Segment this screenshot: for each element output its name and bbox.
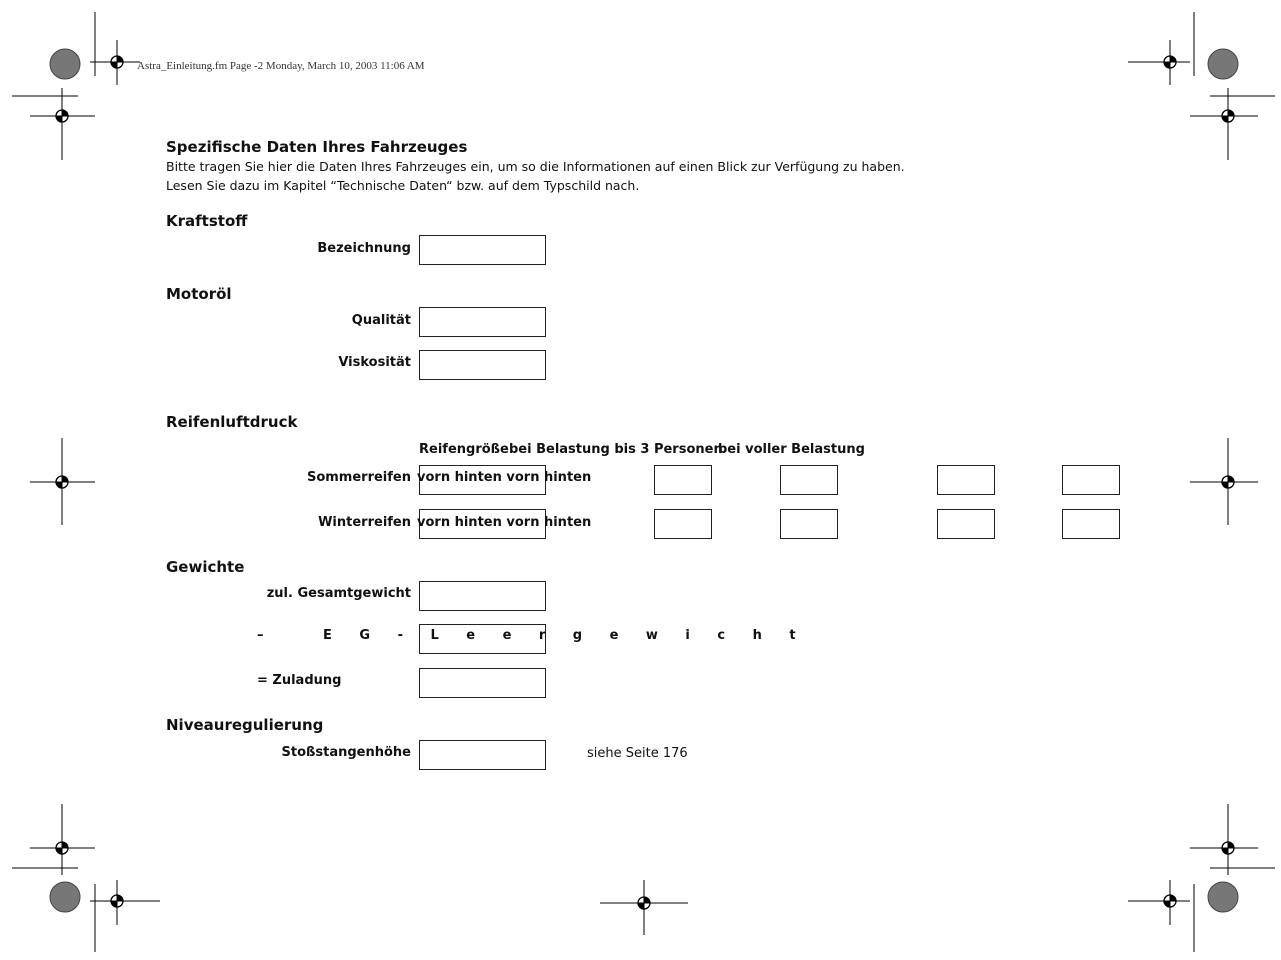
gesamtgewicht-label: zul. Gesamtgewicht: [266, 586, 411, 601]
file-header-line: Astra_Einleitung.fm Page -2 Monday, March 10, 2003 11:06 AM: [137, 60, 425, 72]
sommerreifen-sub-columns: vorn hinten vorn hinten: [417, 470, 592, 485]
sommer-hinten-field[interactable]: [780, 465, 838, 495]
zuladung-label: = Zuladung: [257, 673, 342, 688]
bezeichnung-field[interactable]: [419, 235, 546, 265]
col-bei-belastung: bei Belastung bis 3 Personen: [509, 442, 723, 457]
page-reference-note: siehe Seite 176: [587, 746, 688, 761]
stossstange-label: Stoßstangenhöhe: [281, 745, 411, 760]
zuladung-field[interactable]: [419, 668, 546, 698]
sommer-voll-vorn-field[interactable]: [937, 465, 995, 495]
sommer-voll-hinten-field[interactable]: [1062, 465, 1120, 495]
winter-voll-vorn-field[interactable]: [937, 509, 995, 539]
bezeichnung-label: Bezeichnung: [317, 241, 411, 256]
winterreifen-label: Winterreifen: [318, 515, 411, 530]
section-kraftstoff: Kraftstoff: [166, 212, 248, 230]
leergewicht-label: – EG-Leergewicht: [257, 628, 824, 643]
col-volle-belastung: bei voller Belastung: [718, 442, 865, 457]
section-niveauregulierung: Niveauregulierung: [166, 716, 324, 734]
viskositaet-field[interactable]: [419, 350, 546, 380]
page-title: Spezifische Daten Ihres Fahrzeuges: [166, 138, 468, 156]
intro-line-2: Lesen Sie dazu im Kapitel “Technische Daten“ bzw. auf dem Typschild nach.: [166, 178, 640, 193]
winter-hinten-field[interactable]: [780, 509, 838, 539]
viskositaet-label: Viskosität: [338, 355, 411, 370]
sommer-vorn-field[interactable]: [654, 465, 712, 495]
winter-vorn-field[interactable]: [654, 509, 712, 539]
section-gewichte: Gewichte: [166, 558, 245, 576]
qualitaet-label: Qualität: [351, 313, 411, 328]
gesamtgewicht-field[interactable]: [419, 581, 546, 611]
col-reifengroesse: Reifengröße: [419, 442, 509, 457]
stossstange-field[interactable]: [419, 740, 546, 770]
winterreifen-sub-columns: vorn hinten vorn hinten: [417, 515, 592, 530]
intro-line-1: Bitte tragen Sie hier die Daten Ihres Fahrzeuges ein, um so die Informationen auf einen Blick zur Verfügung zu haben.: [166, 159, 905, 174]
qualitaet-field[interactable]: [419, 307, 546, 337]
section-reifenluftdruck: Reifenluftdruck: [166, 413, 298, 431]
sommerreifen-label: Sommerreifen: [306, 470, 411, 485]
section-motoroel: Motoröl: [166, 285, 232, 303]
winter-voll-hinten-field[interactable]: [1062, 509, 1120, 539]
